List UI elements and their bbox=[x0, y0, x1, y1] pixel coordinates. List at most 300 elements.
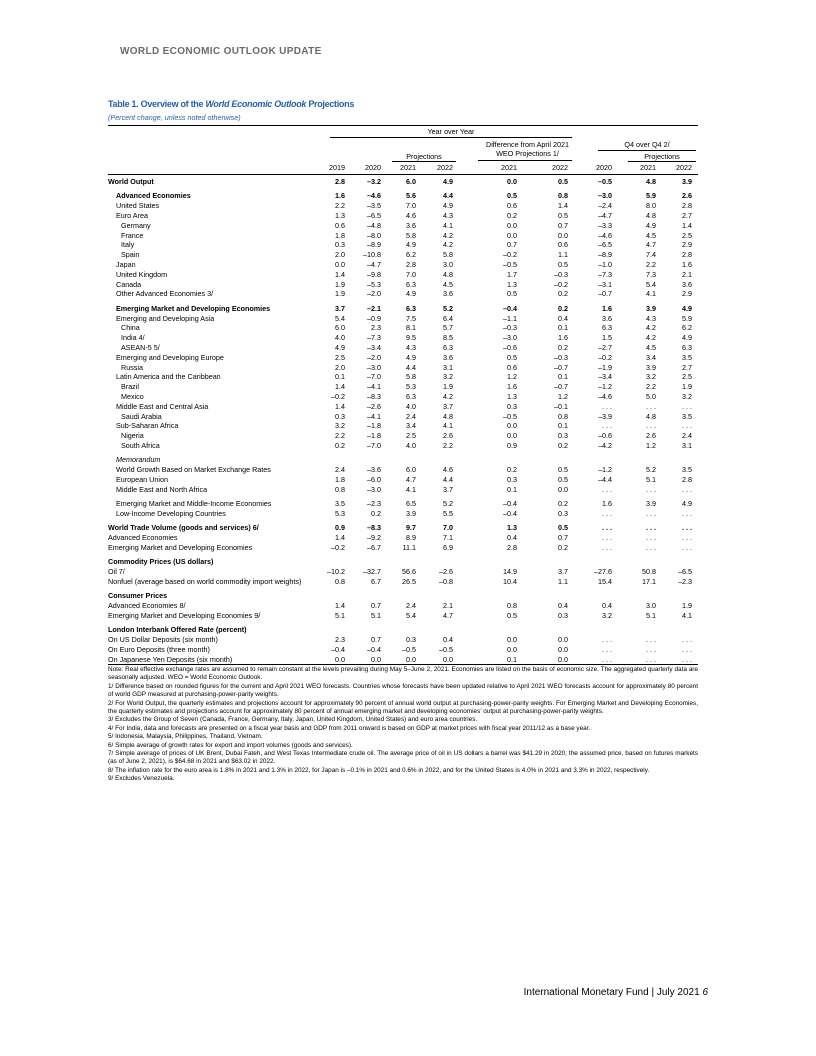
value-cell: 0.2 bbox=[507, 465, 517, 475]
value-cell: 4.2 bbox=[443, 230, 453, 240]
table-row bbox=[108, 499, 698, 509]
value-cell: . . . bbox=[646, 654, 656, 664]
row-label: Nigeria bbox=[121, 431, 144, 441]
value-cell: . . . bbox=[646, 401, 656, 411]
value-cell: 4.9 bbox=[682, 333, 692, 343]
value-cell: 3.9 bbox=[646, 362, 656, 372]
value-cell: 0.6 bbox=[507, 201, 517, 211]
value-cell: 11.1 bbox=[402, 542, 416, 552]
footer-text: International Monetary Fund | July 2021 bbox=[523, 987, 700, 998]
row-label: Emerging Market and Developing Economies bbox=[116, 303, 271, 313]
value-cell: 0.6 bbox=[335, 220, 345, 230]
value-cell: 6.3 bbox=[406, 391, 416, 401]
value-cell: . . . bbox=[682, 523, 692, 533]
value-cell: 2.5 bbox=[682, 372, 692, 382]
value-cell: 3.6 bbox=[443, 289, 453, 299]
value-cell: 0.5 bbox=[558, 259, 568, 269]
value-cell: 0.7 bbox=[371, 601, 381, 611]
value-cell: 0.2 bbox=[558, 440, 568, 450]
value-cell: –2.3 bbox=[367, 499, 381, 509]
table-row bbox=[108, 343, 698, 353]
value-cell: 3.5 bbox=[682, 411, 692, 421]
value-cell: –8.9 bbox=[367, 240, 381, 250]
table-row bbox=[108, 611, 698, 621]
row-group bbox=[108, 191, 698, 299]
value-cell: 1.2 bbox=[558, 391, 568, 401]
value-cell: 0.3 bbox=[335, 411, 345, 421]
value-cell: 1.6 bbox=[602, 303, 612, 313]
value-cell: –0.4 bbox=[503, 508, 517, 518]
value-cell: 4.8 bbox=[646, 411, 656, 421]
value-cell: 0.2 bbox=[558, 542, 568, 552]
value-cell: 6.3 bbox=[682, 342, 692, 352]
value-cell: 2.3 bbox=[371, 323, 381, 333]
value-cell: –9.2 bbox=[367, 533, 381, 543]
value-cell: 3.5 bbox=[335, 499, 345, 509]
row-label: ASEAN-5 5/ bbox=[121, 342, 160, 352]
value-cell: –0.5 bbox=[439, 644, 453, 654]
value-cell: –0.5 bbox=[402, 644, 416, 654]
value-cell: . . . bbox=[682, 401, 692, 411]
value-cell: 3.1 bbox=[443, 362, 453, 372]
value-cell: 1.6 bbox=[682, 259, 692, 269]
value-cell: 4.8 bbox=[646, 177, 656, 186]
value-cell: 1.1 bbox=[558, 250, 568, 260]
row-group bbox=[108, 557, 698, 586]
value-cell: 0.1 bbox=[507, 654, 517, 664]
value-cell: –3.0 bbox=[503, 333, 517, 343]
value-cell: 3.1 bbox=[682, 440, 692, 450]
value-cell: 1.3 bbox=[507, 391, 517, 401]
value-cell: 0.3 bbox=[507, 474, 517, 484]
value-cell: –7.3 bbox=[598, 269, 612, 279]
value-cell: 4.9 bbox=[646, 220, 656, 230]
value-cell: 5.3 bbox=[335, 508, 345, 518]
value-cell: 1.6 bbox=[335, 191, 345, 201]
value-cell: 5.9 bbox=[646, 191, 656, 201]
value-cell: 2.2 bbox=[646, 259, 656, 269]
value-cell: 2.5 bbox=[406, 431, 416, 441]
value-cell: 0.8 bbox=[335, 576, 345, 586]
value-cell: 6.0 bbox=[335, 323, 345, 333]
value-cell: 6.2 bbox=[682, 323, 692, 333]
table-row bbox=[108, 543, 698, 553]
value-cell: 1.6 bbox=[602, 499, 612, 509]
table-row bbox=[108, 625, 698, 635]
value-cell: 1.3 bbox=[507, 523, 517, 533]
value-cell: –3.3 bbox=[598, 220, 612, 230]
row-label: Saudi Arabia bbox=[121, 411, 162, 421]
value-cell: 5.3 bbox=[406, 382, 416, 392]
value-cell: 3.9 bbox=[682, 177, 692, 186]
value-cell: –3.0 bbox=[367, 484, 381, 494]
value-cell: 2.0 bbox=[335, 250, 345, 260]
value-cell: 3.6 bbox=[602, 313, 612, 323]
value-cell: 2.2 bbox=[443, 440, 453, 450]
row-label: United States bbox=[116, 201, 160, 211]
value-cell: 4.9 bbox=[406, 289, 416, 299]
value-cell: 1.3 bbox=[335, 210, 345, 220]
value-cell: 0.6 bbox=[507, 362, 517, 372]
value-cell: 4.0 bbox=[406, 440, 416, 450]
value-cell: 4.9 bbox=[406, 240, 416, 250]
value-cell: 6.3 bbox=[443, 342, 453, 352]
footnote: 1/ Difference based on rounded figures for the current and April 2021 WEO forecasts. Countries whose forecasts have been updated relative to April 2021 WEO forecasts account for approximately 80 percent of world GDP measured at purchasing-power-parity weights. bbox=[108, 682, 698, 699]
value-cell: 5.1 bbox=[646, 610, 656, 620]
footnote: 3/ Excludes the Group of Seven (Canada, France, Germany, Italy, Japan, United Kingdom, United States) and euro area countries. bbox=[108, 716, 478, 724]
value-cell: 0.4 bbox=[443, 635, 453, 645]
value-cell: . . . bbox=[646, 644, 656, 654]
table-row bbox=[108, 353, 698, 363]
value-cell: 0.5 bbox=[558, 523, 568, 533]
header-year: 2022 bbox=[676, 163, 692, 172]
row-label: China bbox=[121, 323, 140, 333]
footnote: Note: Real effective exchange rates are assumed to remain constant at the levels prevailing during May 5–June 2, 2021. Economies are listed on the basis of economic size. The aggregated quarterly data are seasonally adjusted. WEO = World Economic Outlook. bbox=[108, 666, 698, 682]
table-row bbox=[108, 601, 698, 611]
table-top-rule bbox=[108, 125, 698, 126]
header-projections-q4: Projections bbox=[644, 152, 680, 161]
value-cell: 4.0 bbox=[335, 333, 345, 343]
value-cell: 1.7 bbox=[507, 269, 517, 279]
value-cell: 6.5 bbox=[406, 499, 416, 509]
value-cell: 0.8 bbox=[335, 484, 345, 494]
value-cell: –9.8 bbox=[367, 269, 381, 279]
value-cell: 4.1 bbox=[443, 421, 453, 431]
row-label: Spain bbox=[121, 250, 140, 260]
value-cell: 0.0 bbox=[507, 177, 517, 186]
value-cell: . . . bbox=[682, 644, 692, 654]
row-label: France bbox=[121, 230, 144, 240]
value-cell: 2.1 bbox=[443, 601, 453, 611]
value-cell: 2.8 bbox=[406, 259, 416, 269]
value-cell: 0.5 bbox=[558, 210, 568, 220]
value-cell: 1.5 bbox=[602, 333, 612, 343]
value-cell: 3.0 bbox=[646, 601, 656, 611]
row-group bbox=[108, 523, 698, 552]
value-cell: . . . bbox=[646, 484, 656, 494]
value-cell: 4.4 bbox=[406, 362, 416, 372]
value-cell: 1.4 bbox=[558, 201, 568, 211]
value-cell: . . . bbox=[682, 533, 692, 543]
value-cell: 0.1 bbox=[507, 484, 517, 494]
value-cell: –3.9 bbox=[598, 411, 612, 421]
table-row bbox=[108, 221, 698, 231]
value-cell: 0.3 bbox=[335, 240, 345, 250]
value-cell: –5.3 bbox=[367, 279, 381, 289]
value-cell: 6.9 bbox=[443, 542, 453, 552]
value-cell: 0.2 bbox=[335, 440, 345, 450]
value-cell: . . . bbox=[602, 421, 612, 431]
value-cell: 3.6 bbox=[406, 220, 416, 230]
value-cell: 5.2 bbox=[443, 303, 453, 313]
row-group bbox=[108, 591, 698, 620]
value-cell: 2.6 bbox=[682, 191, 692, 201]
value-cell: –7.3 bbox=[367, 333, 381, 343]
value-cell: –0.4 bbox=[367, 644, 381, 654]
value-cell: . . . bbox=[602, 542, 612, 552]
footnote: 7/ Simple average of prices of UK Brent, Dubai Fateh, and West Texas Intermediate crude oil. The average price of oil in US dollars a barrel was $41.29 in 2020; the assumed price, based on futures markets (as of June 2, 2021), is $64.68 in 2021 and $63.02 in 2022. bbox=[108, 750, 698, 766]
value-cell: 3.2 bbox=[335, 421, 345, 431]
value-cell: 0.0 bbox=[558, 635, 568, 645]
value-cell: 26.5 bbox=[402, 576, 416, 586]
value-cell: 0.7 bbox=[371, 635, 381, 645]
value-cell: –0.7 bbox=[598, 289, 612, 299]
table-row bbox=[108, 635, 698, 645]
value-cell: 1.2 bbox=[507, 372, 517, 382]
value-cell: –2.0 bbox=[367, 352, 381, 362]
value-cell: 0.5 bbox=[558, 474, 568, 484]
value-cell: 1.1 bbox=[558, 576, 568, 586]
value-cell: 7.3 bbox=[646, 269, 656, 279]
row-label: On US Dollar Deposits (six month) bbox=[108, 635, 218, 645]
value-cell: 1.9 bbox=[335, 279, 345, 289]
row-label: Latin America and the Caribbean bbox=[116, 372, 221, 382]
row-label: India 4/ bbox=[121, 333, 145, 343]
value-cell: 5.2 bbox=[443, 499, 453, 509]
value-cell: . . . bbox=[646, 523, 656, 533]
value-cell: 3.7 bbox=[335, 303, 345, 313]
header-rule bbox=[392, 161, 456, 162]
value-cell: 3.2 bbox=[646, 372, 656, 382]
value-cell: 0.0 bbox=[507, 644, 517, 654]
value-cell: 0.2 bbox=[507, 210, 517, 220]
value-cell: –2.3 bbox=[678, 576, 692, 586]
value-cell: 0.3 bbox=[558, 508, 568, 518]
value-cell: 3.9 bbox=[646, 499, 656, 509]
value-cell: . . . bbox=[646, 508, 656, 518]
value-cell: 4.6 bbox=[443, 465, 453, 475]
value-cell: –3.1 bbox=[598, 279, 612, 289]
header-year: 2020 bbox=[365, 163, 381, 172]
table-row bbox=[108, 240, 698, 250]
value-cell: –0.3 bbox=[503, 323, 517, 333]
value-cell: –3.6 bbox=[367, 465, 381, 475]
value-cell: –1.8 bbox=[367, 421, 381, 431]
table-row bbox=[108, 523, 698, 533]
value-cell: 0.9 bbox=[335, 523, 345, 533]
value-cell: 4.8 bbox=[443, 411, 453, 421]
table-title-suffix: Projections bbox=[306, 99, 355, 109]
table-row bbox=[108, 382, 698, 392]
value-cell: 0.0 bbox=[335, 259, 345, 269]
value-cell: 4.3 bbox=[443, 210, 453, 220]
value-cell: –3.2 bbox=[367, 177, 381, 186]
value-cell: 4.7 bbox=[443, 610, 453, 620]
row-label: Russia bbox=[121, 362, 143, 372]
value-cell: 0.1 bbox=[558, 323, 568, 333]
table-row bbox=[108, 270, 698, 280]
value-cell: –0.3 bbox=[554, 269, 568, 279]
value-cell: 1.8 bbox=[335, 230, 345, 240]
header-year-over-year: Year over Year bbox=[427, 127, 475, 136]
page-footer bbox=[524, 987, 708, 998]
row-label: World Trade Volume (goods and services) 6/ bbox=[108, 523, 259, 533]
value-cell: 6.2 bbox=[406, 250, 416, 260]
value-cell: 1.4 bbox=[335, 382, 345, 392]
header-year: 2022 bbox=[552, 163, 568, 172]
table-subtitle: (Percent change, unless noted otherwise) bbox=[108, 113, 241, 122]
value-cell: 5.8 bbox=[443, 250, 453, 260]
value-cell: 5.4 bbox=[335, 313, 345, 323]
value-cell: –0.5 bbox=[503, 259, 517, 269]
value-cell: 0.0 bbox=[507, 431, 517, 441]
row-label: Sub-Saharan Africa bbox=[116, 421, 179, 431]
value-cell: 4.2 bbox=[443, 240, 453, 250]
value-cell: 1.4 bbox=[335, 533, 345, 543]
value-cell: . . . bbox=[682, 508, 692, 518]
value-cell: 4.5 bbox=[646, 230, 656, 240]
value-cell: –0.9 bbox=[367, 313, 381, 323]
value-cell: 17.1 bbox=[642, 576, 656, 586]
value-cell: 0.0 bbox=[558, 484, 568, 494]
value-cell: –0.3 bbox=[554, 352, 568, 362]
value-cell: 3.0 bbox=[443, 259, 453, 269]
value-cell: –4.6 bbox=[598, 230, 612, 240]
header-rule bbox=[598, 150, 696, 151]
value-cell: 5.7 bbox=[443, 323, 453, 333]
value-cell: 0.0 bbox=[507, 421, 517, 431]
footnote: 4/ For India, data and forecasts are presented on a fiscal year basis and GDP from 2011 onward is based on GDP at market prices with fiscal year 2011/12 as a base year. bbox=[108, 724, 591, 732]
value-cell: 3.6 bbox=[443, 352, 453, 362]
value-cell: 4.9 bbox=[406, 352, 416, 362]
value-cell: –0.4 bbox=[503, 303, 517, 313]
value-cell: 6.3 bbox=[406, 279, 416, 289]
header-year: 2022 bbox=[437, 163, 453, 172]
value-cell: –2.6 bbox=[367, 401, 381, 411]
value-cell: 4.1 bbox=[406, 484, 416, 494]
value-cell: 7.0 bbox=[406, 201, 416, 211]
value-cell: –4.2 bbox=[598, 440, 612, 450]
value-cell: –10.2 bbox=[327, 567, 345, 577]
value-cell: 0.4 bbox=[558, 313, 568, 323]
value-cell: 5.1 bbox=[335, 610, 345, 620]
value-cell: 3.4 bbox=[646, 352, 656, 362]
value-cell: 6.4 bbox=[443, 313, 453, 323]
row-label: European Union bbox=[116, 474, 168, 484]
table-row bbox=[108, 485, 698, 495]
value-cell: 5.4 bbox=[406, 610, 416, 620]
value-cell: 2.8 bbox=[335, 177, 345, 186]
value-cell: –27.6 bbox=[594, 567, 612, 577]
value-cell: –4.1 bbox=[367, 411, 381, 421]
value-cell: 0.0 bbox=[406, 654, 416, 664]
table-row bbox=[108, 475, 698, 485]
value-cell: 0.5 bbox=[507, 610, 517, 620]
value-cell: –0.2 bbox=[554, 279, 568, 289]
value-cell: . . . bbox=[646, 533, 656, 543]
value-cell: 1.2 bbox=[646, 440, 656, 450]
table-row bbox=[108, 577, 698, 587]
footnote: 5/ Indonesia, Malaysia, Philippines, Thailand, Vietnam. bbox=[108, 733, 263, 741]
value-cell: . . . bbox=[602, 523, 612, 533]
value-cell: –8.3 bbox=[367, 391, 381, 401]
table-row bbox=[108, 211, 698, 221]
row-label: Emerging and Developing Europe bbox=[116, 352, 224, 362]
value-cell: –0.4 bbox=[503, 499, 517, 509]
value-cell: . . . bbox=[682, 654, 692, 664]
value-cell: 0.7 bbox=[507, 240, 517, 250]
value-cell: 8.1 bbox=[406, 323, 416, 333]
header-rule bbox=[628, 161, 696, 162]
value-cell: 2.8 bbox=[682, 250, 692, 260]
table-row bbox=[108, 402, 698, 412]
value-cell: 0.0 bbox=[558, 230, 568, 240]
value-cell: 5.8 bbox=[406, 372, 416, 382]
row-label: On Euro Deposits (three month) bbox=[108, 644, 210, 654]
table-row bbox=[108, 231, 698, 241]
value-cell: 0.5 bbox=[507, 191, 517, 201]
value-cell: –7.0 bbox=[367, 372, 381, 382]
row-label: Consumer Prices bbox=[108, 591, 168, 601]
value-cell: 0.0 bbox=[443, 654, 453, 664]
row-label: World Output bbox=[108, 177, 154, 186]
value-cell: –4.6 bbox=[367, 191, 381, 201]
value-cell: –3.0 bbox=[598, 191, 612, 201]
table-row bbox=[108, 412, 698, 422]
value-cell: 4.7 bbox=[406, 474, 416, 484]
value-cell: 0.1 bbox=[558, 421, 568, 431]
row-label: Emerging Market and Middle-Income Economies bbox=[116, 499, 272, 509]
value-cell: –4.7 bbox=[367, 259, 381, 269]
table-row bbox=[108, 645, 698, 655]
value-cell: –0.5 bbox=[598, 177, 612, 186]
value-cell: 4.2 bbox=[443, 391, 453, 401]
value-cell: 5.5 bbox=[443, 508, 453, 518]
row-group bbox=[108, 177, 698, 187]
value-cell: –8.0 bbox=[367, 230, 381, 240]
value-cell: 3.4 bbox=[406, 421, 416, 431]
value-cell: . . . bbox=[682, 542, 692, 552]
row-label: Germany bbox=[121, 220, 151, 230]
value-cell: 3.5 bbox=[682, 352, 692, 362]
value-cell: 0.2 bbox=[558, 342, 568, 352]
header-year: 2021 bbox=[640, 163, 656, 172]
table-row bbox=[108, 363, 698, 373]
value-cell: . . . bbox=[602, 508, 612, 518]
row-label: Emerging Market and Developing Economies 9/ bbox=[108, 610, 261, 620]
value-cell: 3.9 bbox=[646, 303, 656, 313]
value-cell: –1.2 bbox=[598, 382, 612, 392]
table-row bbox=[108, 333, 698, 343]
value-cell: 2.8 bbox=[682, 201, 692, 211]
value-cell: 1.9 bbox=[682, 601, 692, 611]
value-cell: 2.4 bbox=[406, 411, 416, 421]
value-cell: 0.5 bbox=[558, 465, 568, 475]
row-label: Euro Area bbox=[116, 210, 148, 220]
value-cell: –0.1 bbox=[554, 401, 568, 411]
value-cell: –1.0 bbox=[598, 259, 612, 269]
value-cell: –3.4 bbox=[598, 372, 612, 382]
value-cell: 0.7 bbox=[558, 533, 568, 543]
value-cell: . . . bbox=[682, 421, 692, 431]
value-cell: 4.4 bbox=[443, 191, 453, 201]
value-cell: . . . bbox=[602, 635, 612, 645]
value-cell: 3.7 bbox=[443, 484, 453, 494]
table-row bbox=[108, 280, 698, 290]
row-label: Memorandum bbox=[116, 455, 161, 465]
table-row bbox=[108, 557, 698, 567]
table-title-italic: World Economic Outlook bbox=[205, 99, 307, 109]
row-group bbox=[108, 499, 698, 519]
row-label: Oil 7/ bbox=[108, 567, 125, 577]
value-cell: 0.6 bbox=[558, 240, 568, 250]
value-cell: 8.0 bbox=[646, 201, 656, 211]
value-cell: 2.9 bbox=[682, 289, 692, 299]
value-cell: . . . bbox=[602, 533, 612, 543]
table-row bbox=[108, 421, 698, 431]
table-row bbox=[108, 455, 698, 465]
header-year: 2020 bbox=[596, 163, 612, 172]
